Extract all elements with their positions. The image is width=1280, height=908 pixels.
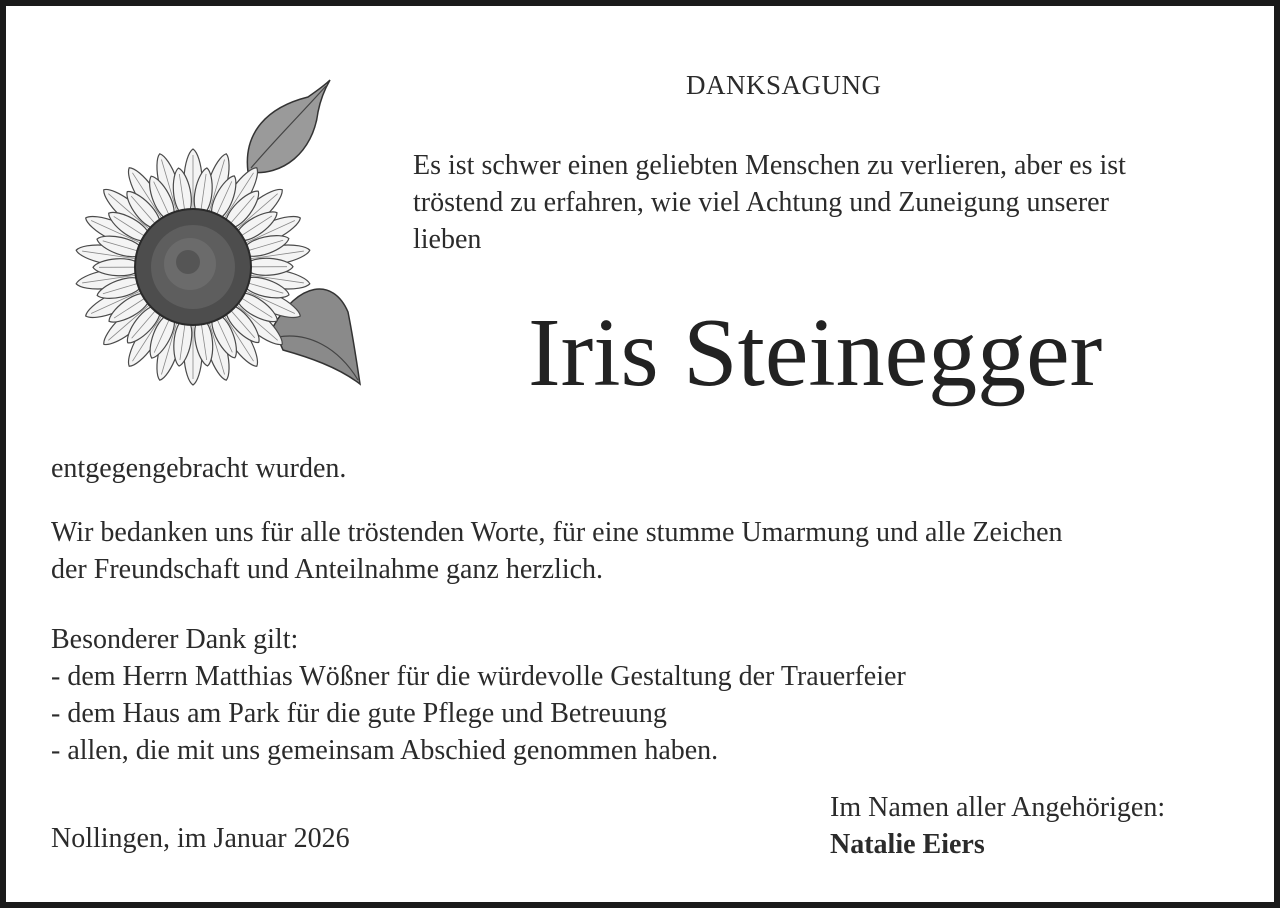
special-thanks-item: - dem Herrn Matthias Wößner für die würdevolle Gestaltung der Trauerfeier	[51, 661, 906, 692]
place-date: Nollingen, im Januar 2026	[51, 823, 350, 854]
special-thanks-title: Besonderer Dank gilt:	[51, 624, 299, 655]
sunflower-icon	[68, 72, 368, 392]
special-thanks-item: - dem Haus am Park für die gute Pflege und Betreuung	[51, 698, 667, 729]
signature-block	[830, 789, 1165, 863]
special-thanks	[51, 621, 906, 769]
special-thanks-item: - allen, die mit uns gemeinsam Abschied genommen haben.	[51, 735, 719, 766]
thanks-paragraph	[51, 514, 1063, 588]
intro-line: tröstend zu erfahren, wie viel Achtung und Zuneigung unserer	[413, 187, 1109, 218]
signature-intro: Im Namen aller Angehörigen:	[830, 792, 1166, 823]
continuation-text: entgegengebracht wurden.	[51, 453, 347, 484]
intro-line: lieben	[413, 224, 482, 255]
thanks-line: Wir bedanken uns für alle tröstenden Worte, für eine stumme Umarmung und alle Zeichen	[51, 517, 1063, 548]
notice-heading: DANKSAGUNG	[686, 70, 882, 100]
intro-line: Es ist schwer einen geliebten Menschen zu verlieren, aber es ist	[413, 150, 1126, 181]
thanks-line: der Freundschaft und Anteilnahme ganz herzlich.	[51, 554, 604, 585]
intro-paragraph	[413, 147, 1126, 258]
signature-name: Natalie Eiers	[830, 829, 985, 860]
deceased-name: Iris Steinegger	[528, 299, 1103, 407]
